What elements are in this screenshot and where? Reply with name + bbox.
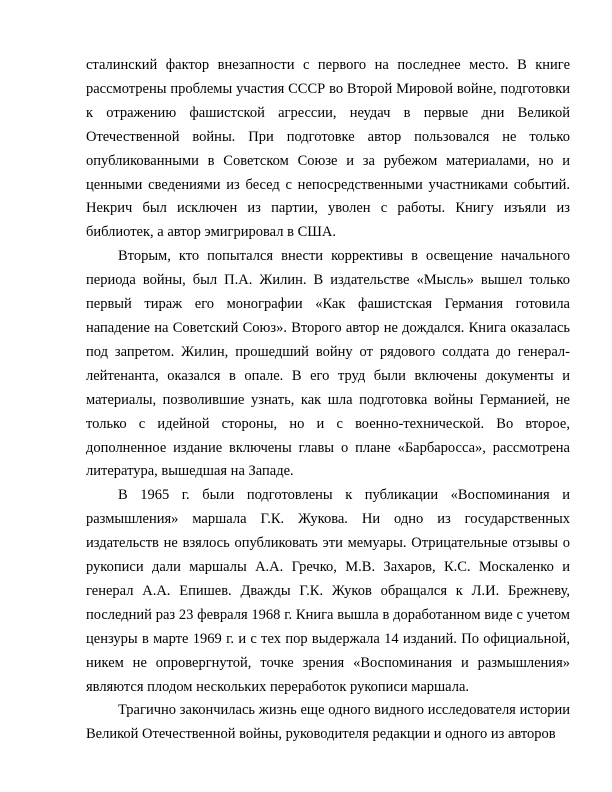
- paragraph-2: Вторым, кто попытался внести коррективы в освещение начального периода войны, был П.А. Жилин. В издательстве «Мысль» вышел только первый тираж его монографии «Как фашистская Германия готовила нападение на Советский Союз». Второго автор не дождался. Книга оказалась под запретом. Жилин, прошедший войну от рядового солдата до генерал-лейтенанта, оказался в опале. В его труд были включены документы и материалы, позволившие узнать, как шла подготовка войны Германией, не только с идейной стороны, но и с военно-технической. Во второе, дополненное издание включены главы о плане «Барбаросса», рассмотрена литература, вышедшая на Западе.: [86, 248, 570, 480]
- body-text: [86, 54, 570, 747]
- paragraph-3: В 1965 г. были подготовлены к публикации «Воспоминания и размышления» маршала Г.К. Жукова. Ни одно из государственных издательств не взялось опубликовать эти мемуары. Отрицательные отзывы о рукописи дали маршалы А.А. Гречко, М.В. Захаров, К.С. Москаленко и генерал А.А. Епишев. Дважды Г.К. Жуков обращался к Л.И. Брежневу, последний раз 23 февраля 1968 г. Книга вышла в доработанном виде с учетом цензуры в марте 1969 г. и с тех пор выдержала 14 изданий. По официальной, никем не опровергнутой, точке зрения «Воспоминания и размышления» являются плодом нескольких переработок рукописи маршала.: [86, 487, 570, 695]
- paragraph-4: Трагично закончилась жизнь еще одного видного исследователя истории Великой Отечественной войны, руководителя редакции и одного из авторов: [86, 702, 570, 743]
- paragraph-1: сталинский фактор внезапности с первого на последнее место. В книге рассмотрены проблемы участия СССР во Второй Мировой войне, подготовки к отражению фашистской агрессии, неудач в первые дни Великой Отечественной войны. При подготовке автор пользовался не только опубликованными в Советском Союзе и за рубежом материалами, но и ценными сведениями из бесед с непосредственными участниками событий. Некрич был исключен из партии, уволен с работы. Книгу изъяли из библиотек, а автор эмигрировал в США.: [86, 57, 570, 241]
